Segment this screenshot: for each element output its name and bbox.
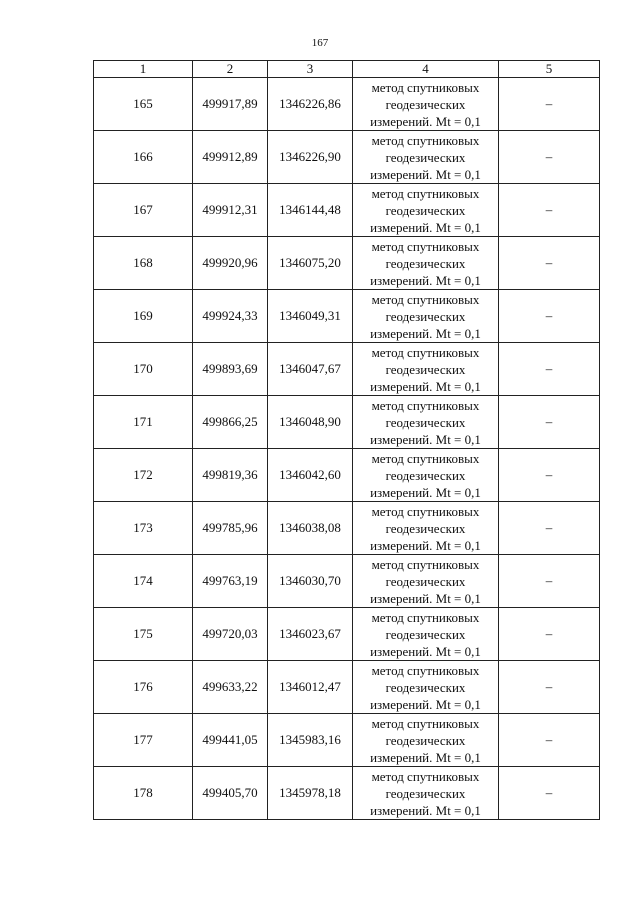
note-cell: – [499,290,600,343]
method-text-line: геодезических [385,785,466,801]
method-text-line: измерений. Mt = 0,1 [370,272,481,288]
method-text-line: измерений. Mt = 0,1 [370,590,481,606]
method-text-line: метод спутниковых [371,238,480,254]
point-number-cell: 178 [94,767,193,820]
x-coordinate-cell: 499866,25 [193,396,268,449]
note-cell: – [499,767,600,820]
y-coordinate-cell: 1346075,20 [268,237,353,290]
table-header-row [94,61,600,78]
column-header: 1 [94,61,193,78]
point-number-cell: 171 [94,396,193,449]
method-text-line: геодезических [385,626,466,642]
y-coordinate-cell: 1346023,67 [268,608,353,661]
table-row [94,184,600,237]
point-number-cell: 172 [94,449,193,502]
column-header: 5 [499,61,600,78]
table-row [94,661,600,714]
note-cell: – [499,714,600,767]
x-coordinate-cell: 499920,96 [193,237,268,290]
y-coordinate-cell: 1346048,90 [268,396,353,449]
table-row [94,78,600,131]
note-cell: – [499,78,600,131]
method-cell [353,396,499,449]
method-text-line: геодезических [385,732,466,748]
method-text-line: геодезических [385,149,466,165]
method-text-line: метод спутниковых [371,715,480,731]
method-text-line: измерений. Mt = 0,1 [370,113,481,129]
method-cell [353,714,499,767]
method-text-line: измерений. Mt = 0,1 [370,696,481,712]
method-text-line: метод спутниковых [371,79,480,95]
method-text-line: геодезических [385,255,466,271]
column-header: 3 [268,61,353,78]
point-number-cell: 166 [94,131,193,184]
table-row [94,290,600,343]
point-number-cell: 170 [94,343,193,396]
table-row [94,555,600,608]
method-text-line: геодезических [385,520,466,536]
method-text-line: измерений. Mt = 0,1 [370,378,481,394]
x-coordinate-cell: 499912,89 [193,131,268,184]
x-coordinate-cell: 499633,22 [193,661,268,714]
method-text-line: геодезических [385,414,466,430]
y-coordinate-cell: 1345983,16 [268,714,353,767]
x-coordinate-cell: 499924,33 [193,290,268,343]
y-coordinate-cell: 1346047,67 [268,343,353,396]
page-number: 167 [311,37,329,49]
note-cell: – [499,396,600,449]
method-text-line: метод спутниковых [371,609,480,625]
method-text-line: геодезических [385,467,466,483]
method-text-line: измерений. Mt = 0,1 [370,749,481,765]
note-cell: – [499,237,600,290]
table-row [94,396,600,449]
method-cell [353,555,499,608]
method-text-line: измерений. Mt = 0,1 [370,325,481,341]
method-cell [353,184,499,237]
method-text-line: метод спутниковых [371,503,480,519]
point-number-cell: 176 [94,661,193,714]
x-coordinate-cell: 499785,96 [193,502,268,555]
note-cell: – [499,502,600,555]
method-text-line: измерений. Mt = 0,1 [370,219,481,235]
y-coordinate-cell: 1346012,47 [268,661,353,714]
method-text-line: геодезических [385,573,466,589]
point-number-cell: 173 [94,502,193,555]
method-text-line: геодезических [385,679,466,695]
method-text-line: геодезических [385,202,466,218]
method-text-line: геодезических [385,308,466,324]
table-row [94,714,600,767]
table-row [94,449,600,502]
note-cell: – [499,343,600,396]
method-text-line: метод спутниковых [371,768,480,784]
method-text-line: измерений. Mt = 0,1 [370,484,481,500]
point-number-cell: 175 [94,608,193,661]
note-cell: – [499,555,600,608]
y-coordinate-cell: 1346226,86 [268,78,353,131]
method-text-line: геодезических [385,96,466,112]
method-cell [353,661,499,714]
method-text-line: метод спутниковых [371,344,480,360]
point-number-cell: 169 [94,290,193,343]
method-text-line: геодезических [385,361,466,377]
table-row [94,608,600,661]
method-text-line: измерений. Mt = 0,1 [370,166,481,182]
y-coordinate-cell: 1346030,70 [268,555,353,608]
note-cell: – [499,131,600,184]
point-number-cell: 167 [94,184,193,237]
method-cell [353,767,499,820]
x-coordinate-cell: 499912,31 [193,184,268,237]
x-coordinate-cell: 499763,19 [193,555,268,608]
table-row [94,237,600,290]
method-text-line: измерений. Mt = 0,1 [370,537,481,553]
table-row [94,767,600,820]
method-cell [353,608,499,661]
x-coordinate-cell: 499405,70 [193,767,268,820]
note-cell: – [499,449,600,502]
method-text-line: метод спутниковых [371,132,480,148]
method-cell [353,290,499,343]
method-text-line: измерений. Mt = 0,1 [370,431,481,447]
point-number-cell: 165 [94,78,193,131]
method-cell [353,78,499,131]
column-header: 2 [193,61,268,78]
x-coordinate-cell: 499893,69 [193,343,268,396]
method-cell [353,449,499,502]
point-number-cell: 177 [94,714,193,767]
method-text-line: измерений. Mt = 0,1 [370,802,481,818]
method-cell [353,131,499,184]
x-coordinate-cell: 499441,05 [193,714,268,767]
y-coordinate-cell: 1345978,18 [268,767,353,820]
y-coordinate-cell: 1346038,08 [268,502,353,555]
x-coordinate-cell: 499720,03 [193,608,268,661]
method-text-line: измерений. Mt = 0,1 [370,643,481,659]
coordinates-table [93,60,600,820]
method-text-line: метод спутниковых [371,450,480,466]
note-cell: – [499,608,600,661]
point-number-cell: 168 [94,237,193,290]
note-cell: – [499,184,600,237]
method-text-line: метод спутниковых [371,397,480,413]
method-text-line: метод спутниковых [371,556,480,572]
method-cell [353,343,499,396]
y-coordinate-cell: 1346042,60 [268,449,353,502]
method-text-line: метод спутниковых [371,662,480,678]
table-row [94,131,600,184]
point-number-cell: 174 [94,555,193,608]
table-row [94,343,600,396]
method-text-line: метод спутниковых [371,291,480,307]
column-header: 4 [353,61,499,78]
method-text-line: метод спутниковых [371,185,480,201]
x-coordinate-cell: 499917,89 [193,78,268,131]
note-cell: – [499,661,600,714]
method-cell [353,502,499,555]
y-coordinate-cell: 1346049,31 [268,290,353,343]
method-cell [353,237,499,290]
y-coordinate-cell: 1346144,48 [268,184,353,237]
x-coordinate-cell: 499819,36 [193,449,268,502]
table-row [94,502,600,555]
y-coordinate-cell: 1346226,90 [268,131,353,184]
